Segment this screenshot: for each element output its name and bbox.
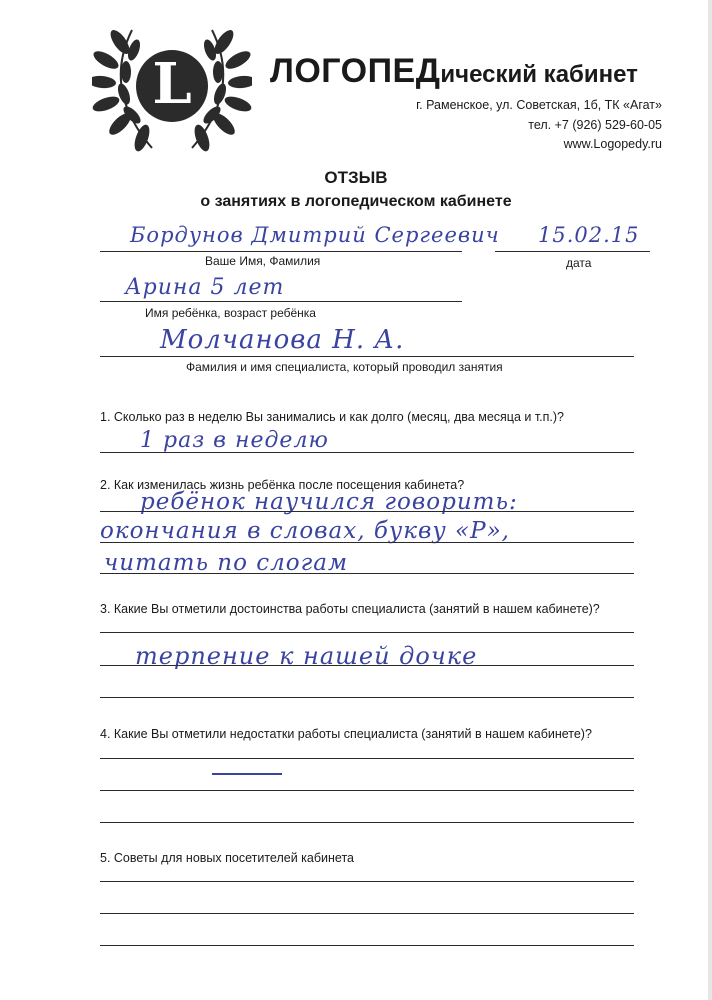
answer-1: 1 раз в неделю <box>140 428 329 453</box>
answer-3: терпение к нашей дочке <box>135 642 478 670</box>
answer-2-line-1: ребёнок научился говорить: <box>140 489 518 515</box>
date-label: дата <box>566 256 592 270</box>
answer-2-line-2: окончания в словах, букву «Р», <box>100 518 510 544</box>
date-value: 15.02.15 <box>538 223 640 247</box>
answer-2-rule-2 <box>100 542 634 543</box>
answer-2-rule-3 <box>100 573 634 574</box>
logo <box>92 20 252 160</box>
question-5: 5. Советы для новых посетителей кабинета <box>100 851 354 865</box>
brand-rest: ический кабинет <box>440 61 638 88</box>
answer-4-rule-1 <box>100 758 634 759</box>
answer-2-line-3: читать по слогам <box>104 550 349 576</box>
specialist-value: Молчанова Н. А. <box>160 325 405 355</box>
page-title: ОТЗЫВ <box>324 168 388 187</box>
question-3: 3. Какие Вы отметили достоинства работы специалиста (занятий в нашем кабинете)? <box>100 602 600 616</box>
parent-name-value: Бордунов Дмитрий Сергеевич <box>130 223 500 247</box>
question-4: 4. Какие Вы отметили недостатки работы специалиста (занятий в нашем кабинете)? <box>100 727 592 741</box>
answer-1-line <box>100 452 634 453</box>
question-2: 2. Как изменилась жизнь ребёнка после посещения кабинета? <box>100 478 465 492</box>
answer-3-rule-1 <box>100 632 634 633</box>
phone: тел. +7 (926) 529-60-05 <box>528 118 662 132</box>
answer-4-rule-3 <box>100 822 634 823</box>
brand-title <box>270 52 638 91</box>
answer-2-rule-1 <box>100 511 634 512</box>
answer-5-rule-3 <box>100 945 634 946</box>
answer-4-rule-2 <box>100 790 634 791</box>
brand-bold: ЛОГОПЕД <box>270 52 441 90</box>
scan-edge <box>708 0 712 1000</box>
question-1: 1. Сколько раз в неделю Вы занимались и как долго (месяц, два месяца и т.п.)? <box>100 410 564 424</box>
answer-5-rule-1 <box>100 881 634 882</box>
website: www.Logopedy.ru <box>563 137 662 151</box>
specialist-label: Фамилия и имя специалиста, который проводил занятия <box>186 360 503 374</box>
specialist-line <box>100 356 634 357</box>
child-value: Арина 5 лет <box>125 275 285 300</box>
answer-3-rule-2 <box>100 665 634 666</box>
address: г. Раменское, ул. Советская, 1б, ТК «Агат» <box>416 98 662 112</box>
parent-name-line <box>100 251 462 252</box>
child-line <box>100 301 462 302</box>
child-label: Имя ребёнка, возраст ребёнка <box>145 306 316 320</box>
date-line <box>495 251 650 252</box>
answer-5-rule-2 <box>100 913 634 914</box>
parent-name-label: Ваше Имя, Фамилия <box>205 254 321 268</box>
answer-4-dash <box>212 773 282 775</box>
page-subtitle: о занятиях в логопедическом кабинете <box>200 193 512 210</box>
answer-3-rule-3 <box>100 697 634 698</box>
logo-letter: L <box>152 51 192 117</box>
